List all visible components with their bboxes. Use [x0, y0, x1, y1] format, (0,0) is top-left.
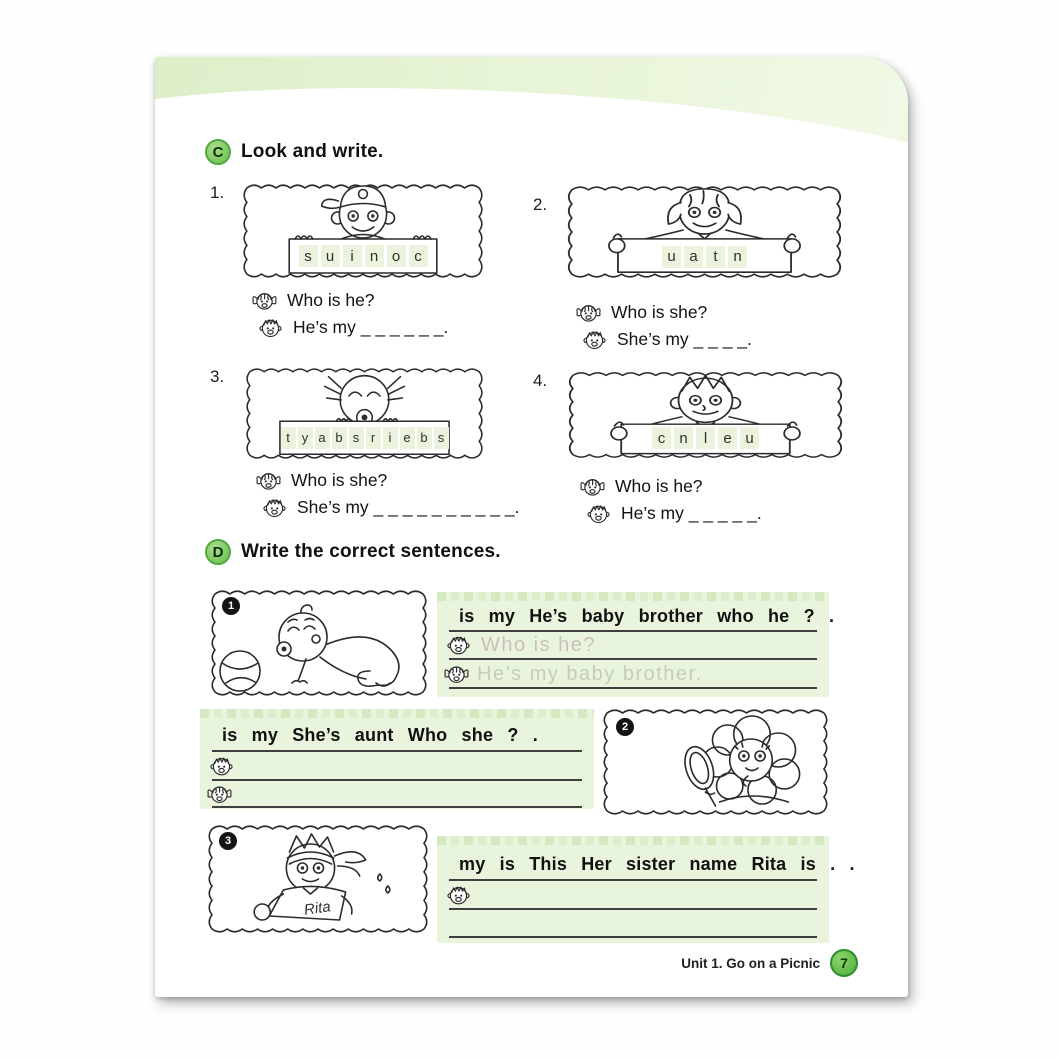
girl-icon: [255, 469, 282, 492]
writing-line: [212, 806, 582, 808]
shirt-label: Rita: [303, 897, 333, 919]
answer-text: He’s my _ _ _ _ _ _.: [293, 317, 449, 337]
boy-icon: [581, 328, 608, 351]
boy-icon: [257, 316, 284, 339]
boy-icon: [445, 634, 472, 657]
boy-icon: [208, 755, 235, 778]
letter-tile: i: [343, 245, 362, 267]
girl-icon: [579, 475, 606, 498]
question-text: Who is he?: [287, 290, 375, 310]
panel-notch-edge: [437, 836, 829, 845]
scrambled-sentence: is my She’s aunt Who she ? .: [222, 725, 538, 745]
c-item-3-answer-row: [261, 496, 519, 519]
letter-tile: l: [696, 427, 715, 449]
c-item-1-number: 1.: [210, 183, 225, 202]
c-item-2-number: 2.: [533, 195, 548, 214]
writing-line: [449, 658, 817, 660]
letter-tile: s: [299, 245, 318, 267]
girl-icon: [206, 783, 233, 806]
c-item-4-answer-row: [585, 502, 762, 525]
section-c-header: [205, 139, 383, 165]
section-d-title: Write the correct sentences.: [241, 541, 501, 562]
running-girl-figure: [205, 822, 431, 936]
letter-tiles: [240, 245, 486, 267]
writing-line: [449, 687, 817, 689]
panel-notch-edge: [200, 709, 594, 718]
d-item-1-panel: [437, 592, 835, 697]
scrambled-sentence: my is This Her sister name Rita is . .: [459, 854, 855, 874]
c-item-4-question-row: [579, 475, 703, 498]
writing-line: [449, 630, 817, 632]
c-item-4-picture: [565, 369, 846, 461]
c-item-2-answer-row: [581, 328, 752, 351]
letter-tile: b: [417, 427, 432, 449]
c-item-3-picture: [243, 365, 486, 462]
letter-tile: u: [740, 427, 759, 449]
letter-tile: i: [383, 427, 398, 449]
letter-tile: n: [365, 245, 384, 267]
writing-line: [449, 879, 817, 881]
girl-icon: [575, 301, 602, 324]
writing-line: [212, 750, 582, 752]
letter-tile: e: [718, 427, 737, 449]
writing-line: [212, 779, 582, 781]
letter-tile: t: [706, 246, 725, 268]
letter-tile: y: [298, 427, 313, 449]
c-item-2-question-row: [575, 301, 707, 324]
c-item-1-picture: [240, 181, 486, 281]
d-item-1-picture: [208, 587, 430, 699]
traced-answer: He’s my baby brother.: [477, 663, 703, 685]
boy-icon: [261, 496, 288, 519]
c-item-2-picture: [564, 183, 845, 281]
letter-tiles: [564, 246, 845, 268]
crawling-baby-figure: [208, 587, 430, 699]
c-item-4-number: 4.: [533, 371, 548, 390]
traced-question: Who is he?: [481, 634, 597, 656]
letter-tile: u: [321, 245, 340, 267]
answer-text: She’s my _ _ _ _.: [617, 329, 752, 349]
letter-tile: b: [332, 427, 347, 449]
letter-tile: s: [434, 427, 449, 449]
section-d-header: [205, 539, 501, 565]
section-d-badge: D: [205, 539, 231, 565]
scrambled-sentence: is my He’s baby brother who he ? .: [459, 606, 835, 626]
d-item-3-panel: [437, 836, 855, 943]
c-item-3-question-row: [255, 469, 387, 492]
letter-tiles: [565, 427, 846, 449]
c-item-3-number: 3.: [210, 367, 225, 386]
figure-number-badge: 2: [616, 718, 634, 736]
letter-tile: n: [674, 427, 693, 449]
page-number-badge: 7: [830, 949, 858, 977]
letter-tile: u: [662, 246, 681, 268]
boy-icon: [585, 502, 612, 525]
girl-icon: [443, 663, 470, 686]
girl-icon: [251, 289, 278, 312]
letter-tile: a: [315, 427, 330, 449]
section-c-title: Look and write.: [241, 141, 384, 162]
letter-tile: r: [366, 427, 381, 449]
answer-text: He’s my _ _ _ _ _.: [621, 503, 762, 523]
question-text: Who is he?: [615, 476, 703, 496]
letter-tile: c: [652, 427, 671, 449]
d-item-2-picture: [600, 706, 831, 818]
unit-label: Unit 1. Go on a Picnic: [681, 955, 820, 971]
figure-number-badge: 1: [222, 597, 240, 615]
letter-tile: s: [349, 427, 364, 449]
d-item-2-panel: [200, 709, 594, 809]
panel-notch-edge: [437, 592, 829, 601]
page-footer: [681, 949, 858, 977]
section-c-badge: C: [205, 139, 231, 165]
writing-line: [449, 908, 817, 910]
workbook-page: [155, 57, 908, 997]
letter-tiles: [243, 427, 486, 449]
letter-tile: c: [409, 245, 428, 267]
letter-tile: n: [728, 246, 747, 268]
question-text: Who is she?: [611, 302, 708, 322]
question-text: Who is she?: [291, 470, 388, 490]
letter-tile: o: [387, 245, 406, 267]
letter-tile: e: [400, 427, 415, 449]
boy-icon: [445, 884, 472, 907]
answer-text: She’s my _ _ _ _ _ _ _ _ _ _.: [297, 497, 520, 517]
letter-tile: a: [684, 246, 703, 268]
d-item-3-picture: [205, 822, 431, 936]
c-item-1-question-row: [251, 289, 375, 312]
letter-tile: t: [281, 427, 296, 449]
c-item-1-answer-row: [257, 316, 448, 339]
figure-number-badge: 3: [219, 832, 237, 850]
woman-with-mirror-figure: [600, 706, 831, 818]
writing-line: [449, 936, 817, 938]
